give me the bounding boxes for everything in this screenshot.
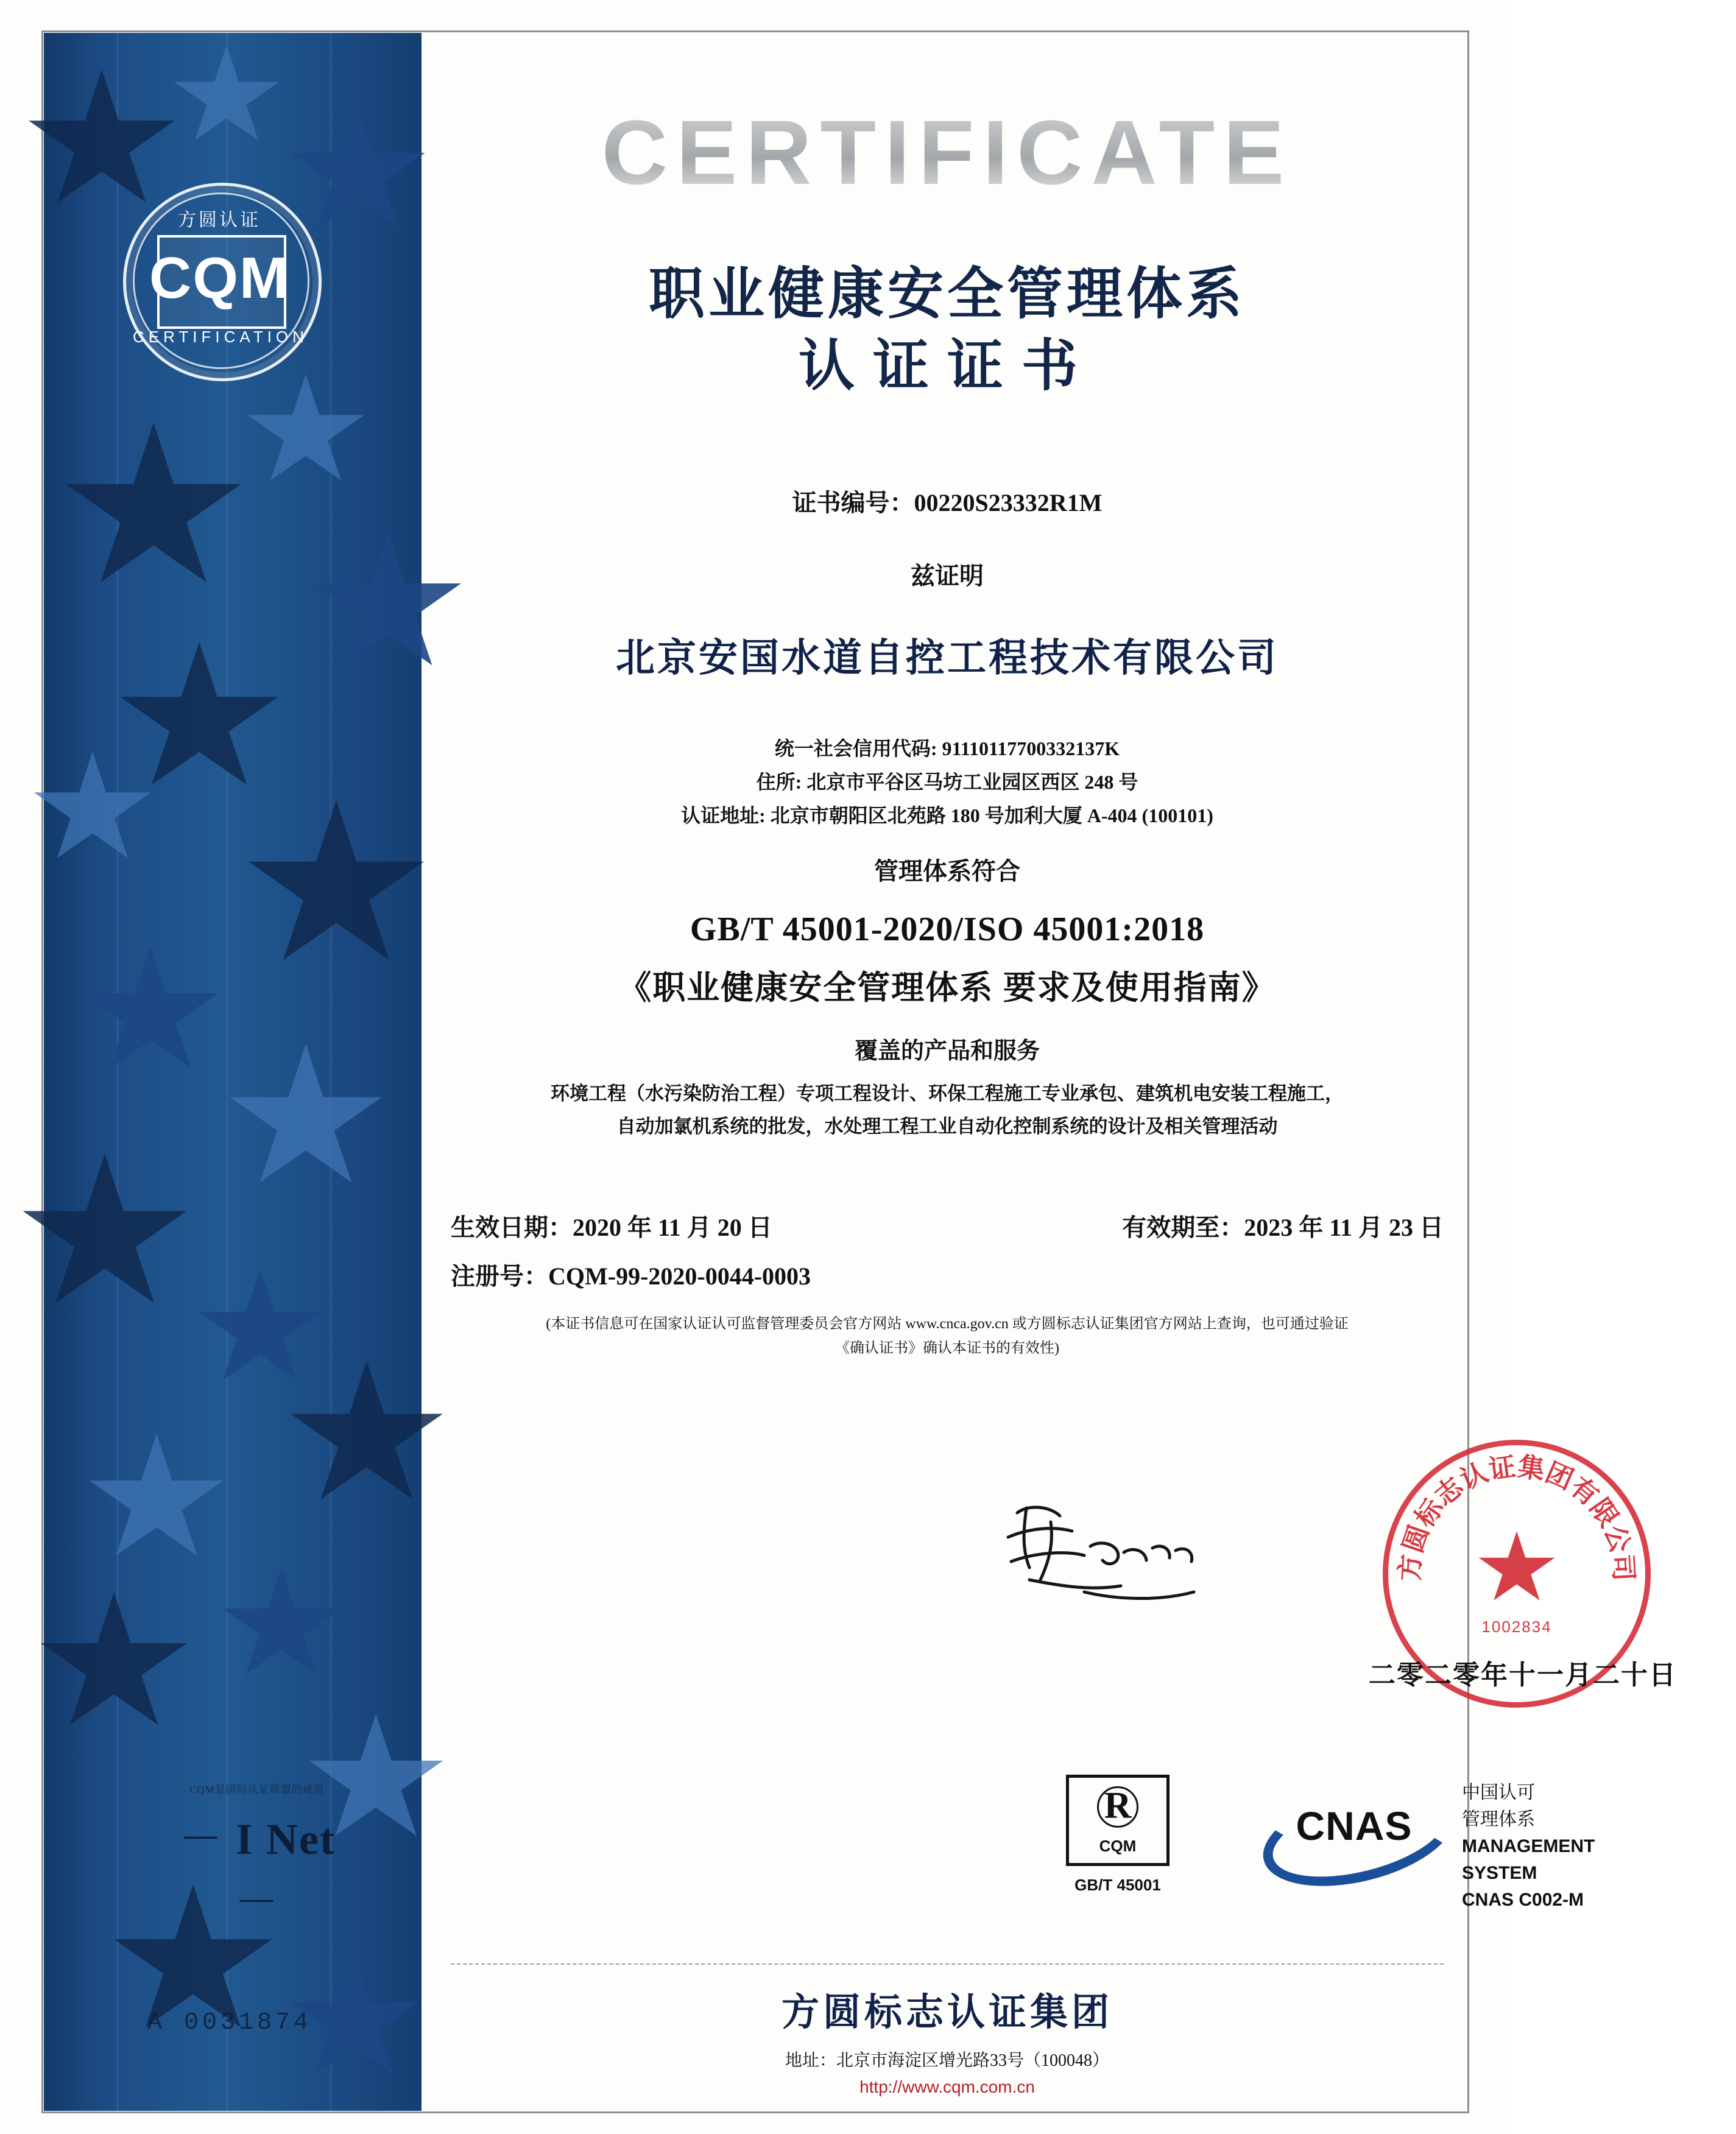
inet-membership-logo bbox=[157, 1781, 358, 1930]
company-name: 北京安国水道自控工程技术有限公司 bbox=[616, 636, 1279, 680]
page-title bbox=[426, 258, 1468, 402]
cnas-line-3: MANAGEMENT SYSTEM bbox=[1462, 1836, 1595, 1883]
hereby-label: 兹证明 bbox=[911, 562, 984, 590]
inet-wordmark bbox=[157, 1803, 358, 1930]
rcqm-standard-caption: GB/T 45001 bbox=[1074, 1876, 1161, 1894]
logo-mark-text: CQM bbox=[149, 245, 289, 311]
inet-tagline: CQM是国际认证联盟的成员 bbox=[189, 1784, 325, 1795]
cnas-line-2: 管理体系 bbox=[1462, 1809, 1535, 1829]
issue-date-chinese: 二零二零年十一月二十日 bbox=[1369, 1660, 1677, 1690]
standard-code: GB/T 45001-2020/ISO 45001:2018 bbox=[690, 910, 1205, 948]
conformity-label: 管理体系符合 bbox=[874, 857, 1020, 885]
cnas-logo bbox=[1261, 1781, 1444, 1872]
scope-line-2: 自动加氯机系统的批发，水处理工程工业自动化控制系统的设计及相关管理活动 bbox=[616, 1116, 1278, 1137]
credit-code: 统一社会信用代码: 91110117700332137K bbox=[774, 738, 1120, 759]
cqm-logo bbox=[93, 183, 348, 378]
scope-line-1: 环境工程（水污染防治工程）专项工程设计、环保工程施工专业承包、建筑机电安装工程施工， bbox=[551, 1083, 1344, 1104]
inet-name: I Net bbox=[236, 1815, 336, 1864]
footer-address: 地址：北京市海淀区增光路33号（100048） bbox=[785, 2051, 1109, 2070]
inet-dash-right: － bbox=[234, 1878, 280, 1927]
footer-website[interactable]: http://www.cqm.com.cn bbox=[859, 2077, 1035, 2096]
seal-code: 1002834 bbox=[1481, 1618, 1552, 1636]
verification-note-line2: 《确认证书》确认本证书的有效性) bbox=[835, 1340, 1059, 1356]
seal-arc-text: 方圆标志认证集团有限公司 bbox=[1395, 1451, 1639, 1582]
rcqm-box bbox=[1066, 1775, 1170, 1866]
inet-dash-left: － bbox=[178, 1815, 224, 1864]
certificate-number: 证书编号：00220S23332R1M bbox=[792, 489, 1103, 516]
scope-text bbox=[460, 1077, 1434, 1143]
watermark-title: CERTIFICATE bbox=[426, 100, 1468, 205]
signature bbox=[993, 1495, 1249, 1616]
scope-label: 覆盖的产品和服务 bbox=[854, 1038, 1040, 1064]
rcqm-sub-label: CQM bbox=[1099, 1837, 1137, 1855]
verification-note bbox=[451, 1312, 1444, 1361]
rcqm-r-icon: R bbox=[1069, 1786, 1166, 1828]
footer-divider bbox=[451, 1963, 1444, 1965]
registration-number: 注册号：CQM-99-2020-0044-0003 bbox=[451, 1262, 811, 1290]
cnas-line-1: 中国认可 bbox=[1462, 1783, 1535, 1803]
standard-title-cn: 《职业健康安全管理体系 要求及使用指南》 bbox=[618, 970, 1276, 1006]
effective-date: 生效日期：2020 年 11 月 20 日 bbox=[451, 1214, 772, 1241]
validity-dates bbox=[451, 1208, 1444, 1243]
accreditation-logos bbox=[579, 1775, 1595, 1933]
rcqm-mark bbox=[1060, 1775, 1176, 1895]
page-title-line1: 职业健康安全管理体系 bbox=[648, 263, 1246, 325]
verification-note-line1: (本证书信息可在国家认证认可监督管理委员会官方网站 www.cnca.gov.cn 或方圆标志认证集团官方网站上查询，也可通过验证 bbox=[546, 1316, 1349, 1332]
cnas-wordmark: CNAS bbox=[1296, 1803, 1413, 1848]
registered-address: 住所: 北京市平谷区马坊工业园区西区 248 号 bbox=[756, 771, 1138, 793]
logo-chinese-text: 方圆认证 bbox=[178, 210, 261, 230]
cnas-text-block bbox=[1462, 1780, 1595, 1914]
page-title-line2: 认证证书 bbox=[798, 335, 1096, 397]
certificate-content bbox=[426, 33, 1677, 2111]
cnas-line-4: CNAS C002-M bbox=[1462, 1890, 1584, 1910]
serial-number: A 0031874 bbox=[147, 2009, 312, 2037]
footer bbox=[426, 1982, 1468, 2097]
expiry-date: 有效期至：2023 年 11 月 23 日 bbox=[1122, 1214, 1444, 1241]
certified-address: 认证地址: 北京市朝阳区北苑路 180 号加利大厦 A-404 (100101) bbox=[681, 805, 1213, 826]
issuing-organization: 方圆标志认证集团 bbox=[781, 1992, 1113, 2034]
logo-english-text: CERTIFICATION bbox=[133, 328, 308, 346]
